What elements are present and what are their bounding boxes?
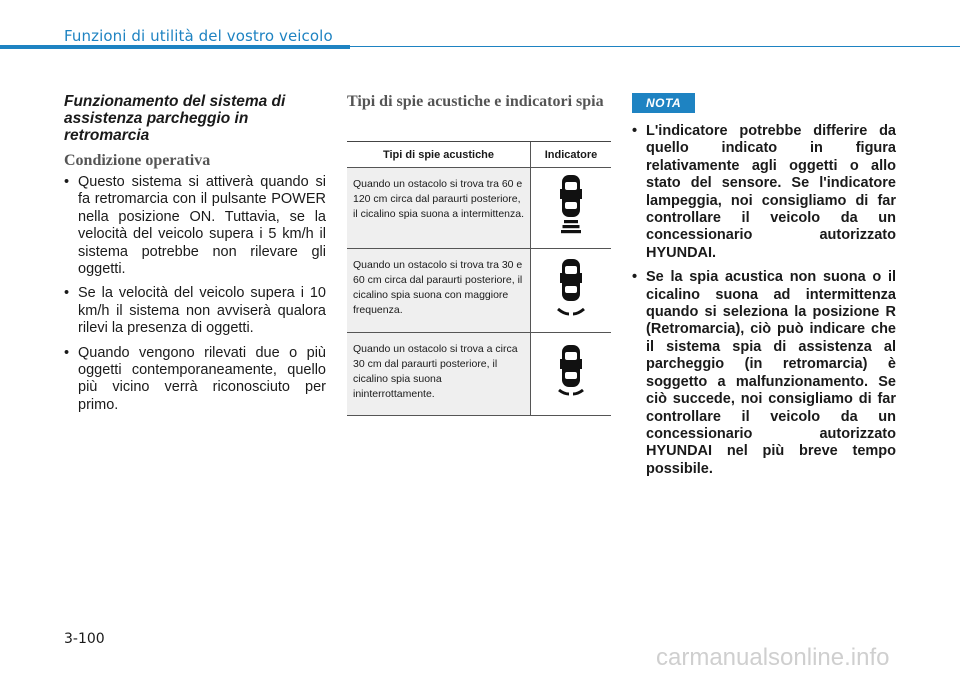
indicator-cell [531, 333, 612, 416]
warning-description: Quando un ostacolo si trova tra 60 e 120 cm circa dal paraurti posteriore, il cicalino spia suona a intermittenza. [347, 168, 531, 249]
list-item: • Questo sistema si attiverà quando si fa retromarcia con il pulsante POWER nella posizione ON. Tuttavia, se la velocità del veicolo supera i 5 km/h il sistema potrebbe non rilevare gli oggetti. [64, 174, 326, 278]
table-header-row [347, 142, 611, 168]
warning-types-table [347, 141, 611, 416]
table-row [347, 168, 611, 249]
operating-conditions-column [64, 93, 326, 421]
section-title: Funzionamento del sistema di assistenza parcheggio in retromarcia [64, 93, 286, 144]
car-sensor-near-icon [556, 343, 586, 401]
list-item: • L'indicatore potrebbe differire da quello indicato in figura relativamente agli oggetti o allo stato del sensore. Se l'indicatore lampeggia, noi consigliamo di far controllare il veicolo da un concessionario autorizzato HYUNDAI. [632, 123, 896, 262]
indicator-cell [531, 249, 612, 333]
nota-list [632, 123, 896, 478]
watermark: carmanualsonline.info [656, 644, 890, 671]
page-number: 3-100 [64, 631, 105, 647]
car-sensor-mid-icon [556, 257, 586, 319]
column-header-indicator: Indicatore [531, 142, 612, 168]
nota-column [632, 93, 896, 485]
warning-description: Quando un ostacolo si trova tra 30 e 60 cm circa dal paraurti posteriore, il cicalino spia suona con maggiore frequenza. [347, 249, 531, 333]
table-row [347, 249, 611, 333]
table-title: Tipi di spie acustiche e indicatori spia [347, 93, 604, 110]
section-subtitle: Condizione operativa [64, 152, 211, 169]
list-item: • Se la spia acustica non suona o il cicalino suona ad intermittenza quando si seleziona la posizione R (Retromarcia), ciò può indicare che il sistema spia di assistenza al parcheggio (in retromarcia) è soggetto a malfunzionamento. Se ciò succede, noi consigliamo di far controllare il veicolo da un concessionario autorizzato HYUNDAI nel più breve tempo possibile. [632, 269, 896, 478]
warning-description: Quando un ostacolo si trova a circa 30 cm dal paraurti posteriore, il cicalino spia suona ininterrottamente. [347, 333, 531, 416]
table-row [347, 333, 611, 416]
indicator-cell [531, 168, 612, 249]
conditions-list [64, 174, 326, 414]
column-header-warning-type: Tipi di spie acustiche [347, 142, 531, 168]
list-item: • Se la velocità del veicolo supera i 10 km/h il sistema non avviserà qualora rilevi la presenza di oggetti. [64, 285, 326, 337]
chapter-title: Funzioni di utilità del vostro veicolo [64, 27, 333, 45]
nota-badge: NOTA [632, 93, 695, 113]
car-sensor-far-icon [559, 173, 583, 239]
warning-types-column [347, 93, 611, 400]
header-rule-thick [0, 45, 350, 49]
header-rule-thin [350, 46, 960, 47]
list-item: • Quando vengono rilevati due o più oggetti contemporaneamente, quello più vicino verrà riconosciuto per primo. [64, 345, 326, 415]
